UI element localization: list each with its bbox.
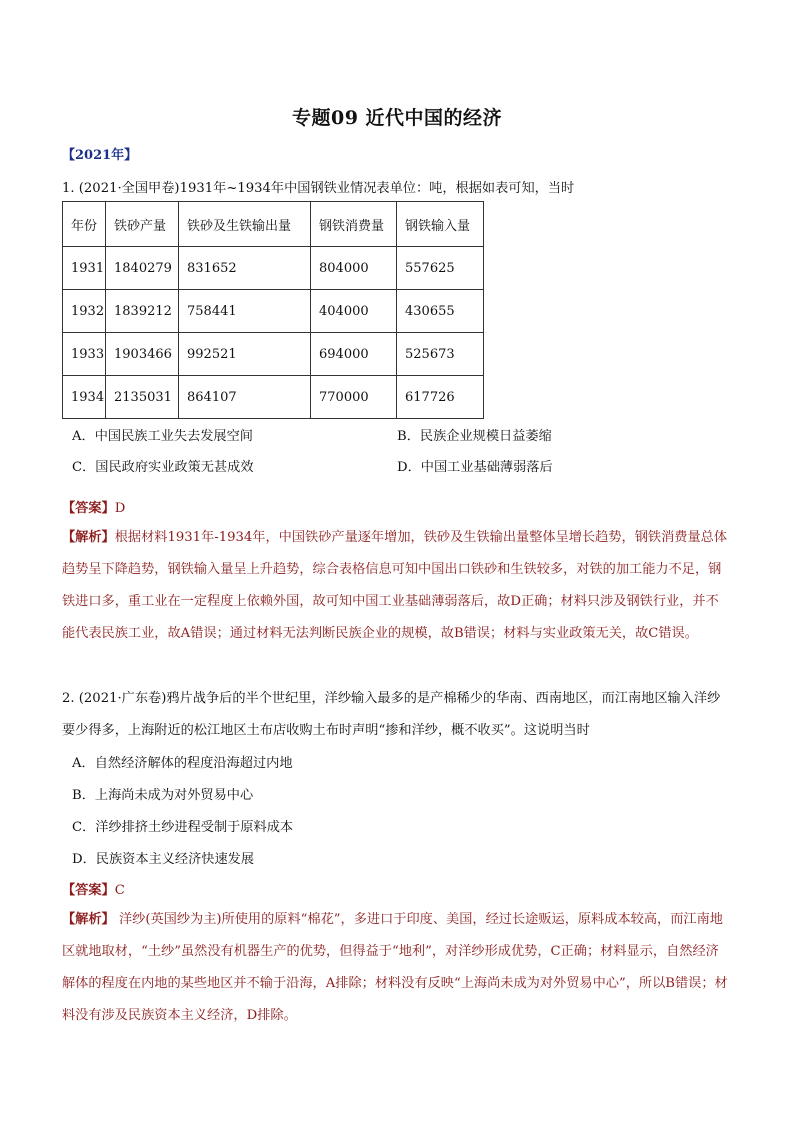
steel-table: [62, 201, 484, 419]
table-cell: 1933: [63, 333, 106, 376]
table-cell: 1839212: [106, 290, 179, 333]
table-header-cell: 钢铁消费量: [311, 202, 397, 247]
table-cell: 404000: [311, 290, 397, 333]
q1-option-d: D．中国工业基础薄弱落后: [397, 460, 553, 475]
question-2-stem: 2. (2021·广东卷)鸦片战争后的半个世纪里，洋纱输入最多的是产棉稀少的华南、西南地区，而江南地区输入洋纱要少得多，上海附近的松江地区土布店收购土布时声明“掺和洋纱，概不收买”。这说明当时: [62, 691, 721, 738]
answer-value: C: [114, 883, 125, 898]
q1-answer: [62, 497, 125, 516]
q1-analysis: [62, 522, 730, 650]
table-row: [63, 333, 484, 376]
q1-option-b: B．民族企业规模日益萎缩: [397, 429, 552, 444]
q2-option-a: A．自然经济解体的程度沿海超过内地: [72, 756, 293, 771]
q2-option-c: C．洋纱排挤土纱进程受制于原料成本: [72, 820, 294, 835]
question-1-stem: 1. (2021·全国甲卷)1931年~1934年中国钢铁业情况表单位：吨，根据如表可知，当时: [62, 181, 575, 196]
table-header-cell: 铁砂及生铁输出量: [179, 202, 311, 247]
table-header-cell: 钢铁输入量: [397, 202, 484, 247]
table-cell: 831652: [179, 247, 311, 290]
table-cell: 617726: [397, 376, 484, 419]
table-row: [63, 290, 484, 333]
analysis-text: 根据材料1931年-1934年，中国铁砂产量逐年增加，铁砂及生铁输出量整体呈增长趋势，钢铁消费量总体趋势呈下降趋势，钢铁输入量呈上升趋势，综合表格信息可知中国出口铁砂和生铁较多，对铁的加工能力不足，钢铁进口多，重工业在一定程度上依赖外国，故可知中国工业基础薄弱落后，故D正确；材料只涉及钢铁行业，并不能代表民族工业，故A错误；通过材料无法判断民族企业的规模，故B错误；材料与实业政策无关，故C错误。: [62, 530, 728, 641]
q1-option-c: C．国民政府实业政策无甚成效: [72, 460, 254, 475]
table-cell: 864107: [179, 376, 311, 419]
table-row: [63, 247, 484, 290]
table-header-cell: 年份: [63, 202, 106, 247]
table-cell: 2135031: [106, 376, 179, 419]
answer-value: D: [114, 501, 126, 516]
table-cell: 1932: [63, 290, 106, 333]
table-cell: 992521: [179, 333, 311, 376]
analysis-label: 【解析】: [62, 530, 115, 545]
table-header-cell: 铁砂产量: [106, 202, 179, 247]
table-cell: 525673: [397, 333, 484, 376]
table-cell: 758441: [179, 290, 311, 333]
q2-answer: [62, 879, 125, 898]
table-cell: 1934: [63, 376, 106, 419]
table-cell: 1931: [63, 247, 106, 290]
answer-label: 【答案】: [62, 883, 115, 898]
page-title: 专题09 近代中国的经济: [291, 107, 503, 129]
q1-option-a: A．中国民族工业失去发展空间: [72, 429, 253, 444]
table-cell: 1903466: [106, 333, 179, 376]
table-cell: 1840279: [106, 247, 179, 290]
q2-option-d: D．民族资本主义经济快速发展: [72, 852, 255, 867]
section-tag: 【2021年】: [62, 148, 138, 163]
table-cell: 770000: [311, 376, 397, 419]
table-cell: 804000: [311, 247, 397, 290]
table-cell: 430655: [397, 290, 484, 333]
table-header-row: [63, 202, 484, 247]
table-cell: 557625: [397, 247, 484, 290]
analysis-label: 【解析】: [62, 912, 115, 927]
table-cell: 694000: [311, 333, 397, 376]
q2-analysis: [62, 904, 730, 1032]
q2-option-b: B．上海尚未成为对外贸易中心: [72, 788, 254, 803]
analysis-text: 洋纱(英国纱为主)所使用的原料“棉花”，多进口于印度、美国，经过长途贩运，原料成本较高，而江南地区就地取材，“土纱”虽然没有机器生产的优势，但得益于“地利”，对洋纱形成优势，C正确；材料显示，自然经济解体的程度在内地的某些地区并不输于沿海，A排除；材料没有反映“上海尚未成为对外贸易中心”，所以B错误；材料没有涉及民族资本主义经济，D排除。: [62, 912, 728, 1023]
table-row: [63, 376, 484, 419]
answer-label: 【答案】: [62, 501, 115, 516]
